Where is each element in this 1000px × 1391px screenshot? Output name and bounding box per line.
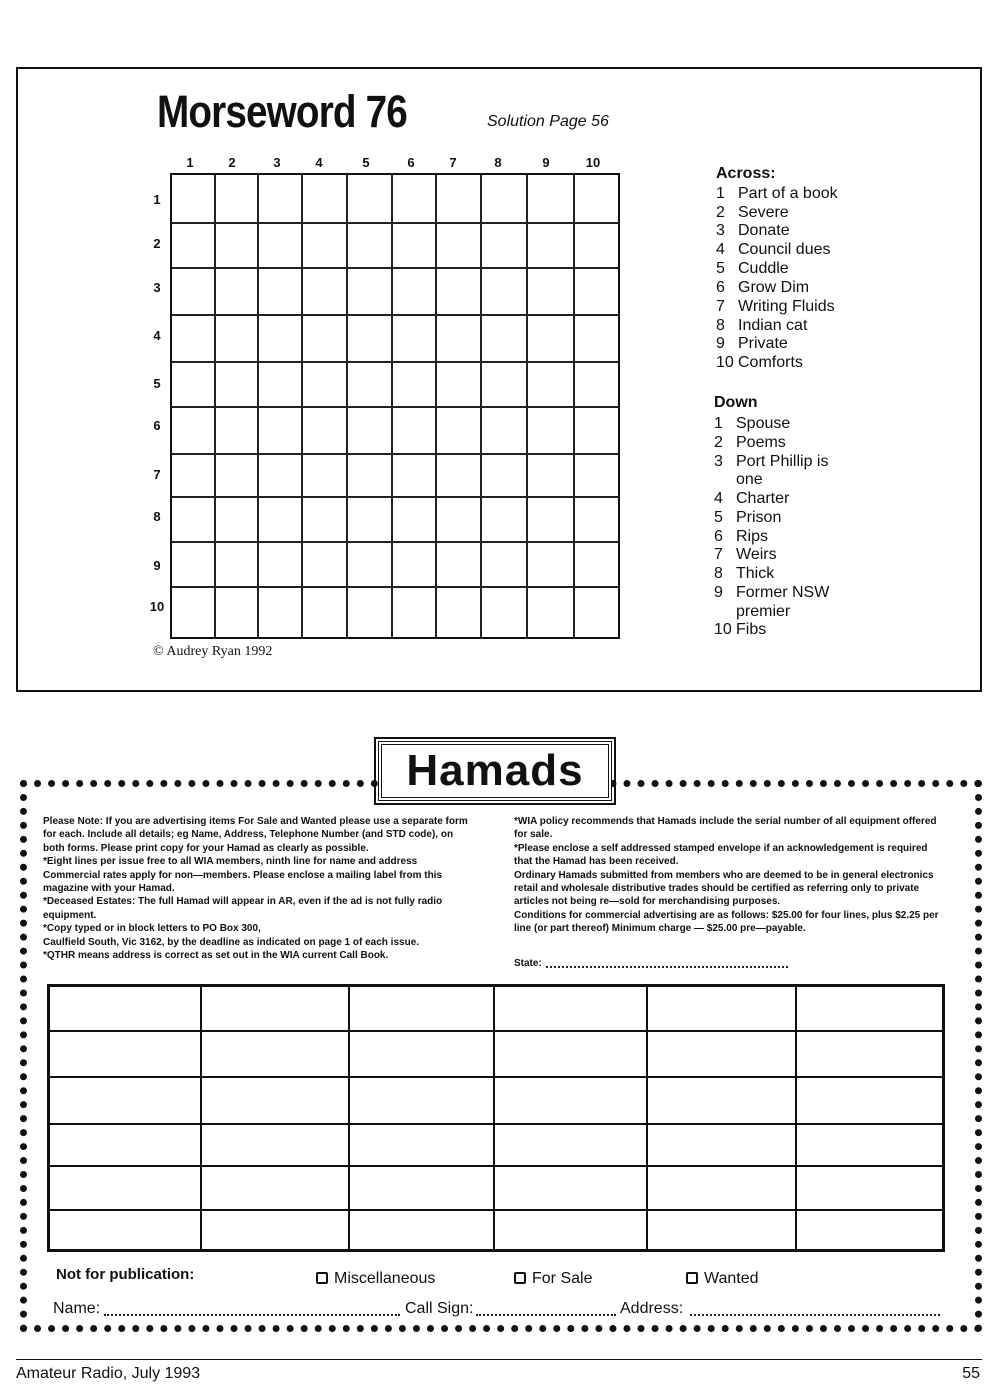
column-number: 1 <box>186 155 194 170</box>
checkbox-label: Wanted <box>704 1270 759 1287</box>
solution-note: Solution Page 56 <box>487 113 609 130</box>
note-line: Commercial rates apply for non—members. Please enclose a mailing label from this <box>43 869 443 881</box>
down-clue: 9 Former NSW <box>714 584 830 601</box>
left-notes <box>43 815 468 962</box>
checkbox-icon[interactable] <box>686 1272 698 1284</box>
checkbox-label: For Sale <box>532 1270 593 1287</box>
column-number: 3 <box>273 155 281 170</box>
state-input-line[interactable] <box>546 966 788 968</box>
note-line: *Deceased Estates: The full Hamad will appear in AR, even if the ad is not fully radio <box>43 896 443 908</box>
down-clue: 7 Weirs <box>714 546 777 563</box>
down-clue: 10 Fibs <box>714 621 767 638</box>
checkbox-wanted[interactable] <box>686 1270 759 1288</box>
row-number: 7 <box>153 467 161 482</box>
page-number: 55 <box>962 1365 980 1382</box>
row-number: 4 <box>153 328 161 343</box>
note-line: both forms. Please print copy for your Hamad as clearly as possible. <box>43 842 369 854</box>
row-number: 1 <box>153 192 161 207</box>
down-clue-continuation: premier <box>736 603 791 620</box>
row-number: 5 <box>153 376 161 391</box>
down-clue: 8 Thick <box>714 565 775 582</box>
down-clue: 2 Poems <box>714 434 786 451</box>
note-line: *Copy typed or in block letters to PO Box 300, <box>43 923 261 935</box>
across-heading: Across: <box>716 165 776 182</box>
right-notes <box>514 815 939 936</box>
down-clue: 6 Rips <box>714 528 769 545</box>
down-clue: 3 Port Phillip is <box>714 453 829 470</box>
note-line: Caulfield South, Vic 3162, by the deadline as indicated on page 1 of each issue. <box>43 936 420 948</box>
note-line: *Please enclose a self addressed stamped envelope if an acknowledgement is required <box>514 842 928 854</box>
down-clue: 1 Spouse <box>714 415 791 432</box>
call-sign-input-line[interactable] <box>476 1314 616 1316</box>
note-line: line (or part thereof) Minimum charge — $25.00 pre—payable. <box>514 923 806 935</box>
ad-copy-grid[interactable] <box>47 984 945 1252</box>
column-number: 6 <box>407 155 415 170</box>
hamads-title: Hamads <box>406 746 584 795</box>
publication-info: Amateur Radio, July 1993 <box>16 1365 201 1382</box>
column-number: 7 <box>449 155 457 170</box>
row-number: 10 <box>149 599 165 614</box>
checkbox-for-sale[interactable] <box>514 1270 592 1288</box>
column-number: 9 <box>542 155 550 170</box>
hamads-banner <box>378 741 612 801</box>
address-input-line[interactable] <box>690 1314 940 1316</box>
row-number: 9 <box>153 558 161 573</box>
copyright: © Audrey Ryan 1992 <box>153 644 273 659</box>
note-line: retail and wholesale distributive trades should be certified as referring only to private <box>514 883 920 895</box>
row-number: 8 <box>153 509 161 524</box>
note-line: that the Hamad has been received. <box>514 856 679 868</box>
puzzle-grid[interactable] <box>170 173 620 639</box>
checkbox-label: Miscellaneous <box>334 1270 436 1287</box>
across-clue: 2 Severe <box>716 204 789 221</box>
note-line: Conditions for commercial advertising are as follows: $25.00 for four lines, plus $2.25 per <box>514 909 939 921</box>
note-line: for sale. <box>514 829 553 841</box>
checkbox-icon[interactable] <box>316 1272 328 1284</box>
across-clue: 7 Writing Fluids <box>716 298 835 315</box>
note-line: Please Note: If you are advertising items For Sale and Wanted please use a separate form <box>43 816 468 827</box>
down-clue-continuation: one <box>736 471 763 488</box>
down-clue: 5 Prison <box>714 509 782 526</box>
morseword-title: Morseword 76 <box>157 86 407 137</box>
name-label: Name: <box>53 1300 101 1317</box>
column-number: 4 <box>315 155 323 170</box>
checkbox-miscellaneous[interactable] <box>316 1270 435 1288</box>
call-sign-label: Call Sign: <box>405 1300 474 1317</box>
row-number: 6 <box>153 418 161 433</box>
note-line: equipment. <box>43 909 97 921</box>
column-number: 10 <box>585 155 601 170</box>
note-line: *WIA policy recommends that Hamads include the serial number of all equipment offered <box>514 816 937 827</box>
note-line: Ordinary Hamads submitted from members who are deemed to be in general electronics <box>514 869 934 881</box>
not-for-publication-label: Not for publication: <box>56 1266 195 1283</box>
note-line: articles not being re—sold for merchandising purposes. <box>514 896 781 908</box>
column-number: 8 <box>494 155 502 170</box>
row-number: 2 <box>153 236 161 251</box>
column-number: 2 <box>228 155 236 170</box>
address-label: Address: <box>620 1300 684 1317</box>
state-label: State: <box>514 958 542 969</box>
note-line: *QTHR means address is correct as set out in the WIA current Call Book. <box>43 950 389 962</box>
column-number: 5 <box>362 155 370 170</box>
across-clue: 6 Grow Dim <box>716 279 810 296</box>
across-clue: 4 Council dues <box>716 241 831 258</box>
down-heading: Down <box>714 394 758 411</box>
across-clue: 5 Cuddle <box>716 260 789 277</box>
across-clue: 10 Comforts <box>716 354 803 371</box>
across-clue: 3 Donate <box>716 222 790 239</box>
name-input-line[interactable] <box>104 1314 400 1316</box>
note-line: for each. Include all details; eg Name, Address, Telephone Number (and STD code), on <box>43 829 454 841</box>
state-field[interactable] <box>514 958 788 969</box>
row-number: 3 <box>153 280 161 295</box>
across-clue: 1 Part of a book <box>716 185 838 202</box>
down-clue: 4 Charter <box>714 490 790 507</box>
note-line: *Eight lines per issue free to all WIA members, ninth line for name and address <box>43 856 418 868</box>
checkbox-icon[interactable] <box>514 1272 526 1284</box>
across-clue: 9 Private <box>716 335 788 352</box>
note-line: magazine with your Hamad. <box>43 883 175 895</box>
footer-divider <box>16 1359 982 1360</box>
across-clue: 8 Indian cat <box>716 317 808 334</box>
